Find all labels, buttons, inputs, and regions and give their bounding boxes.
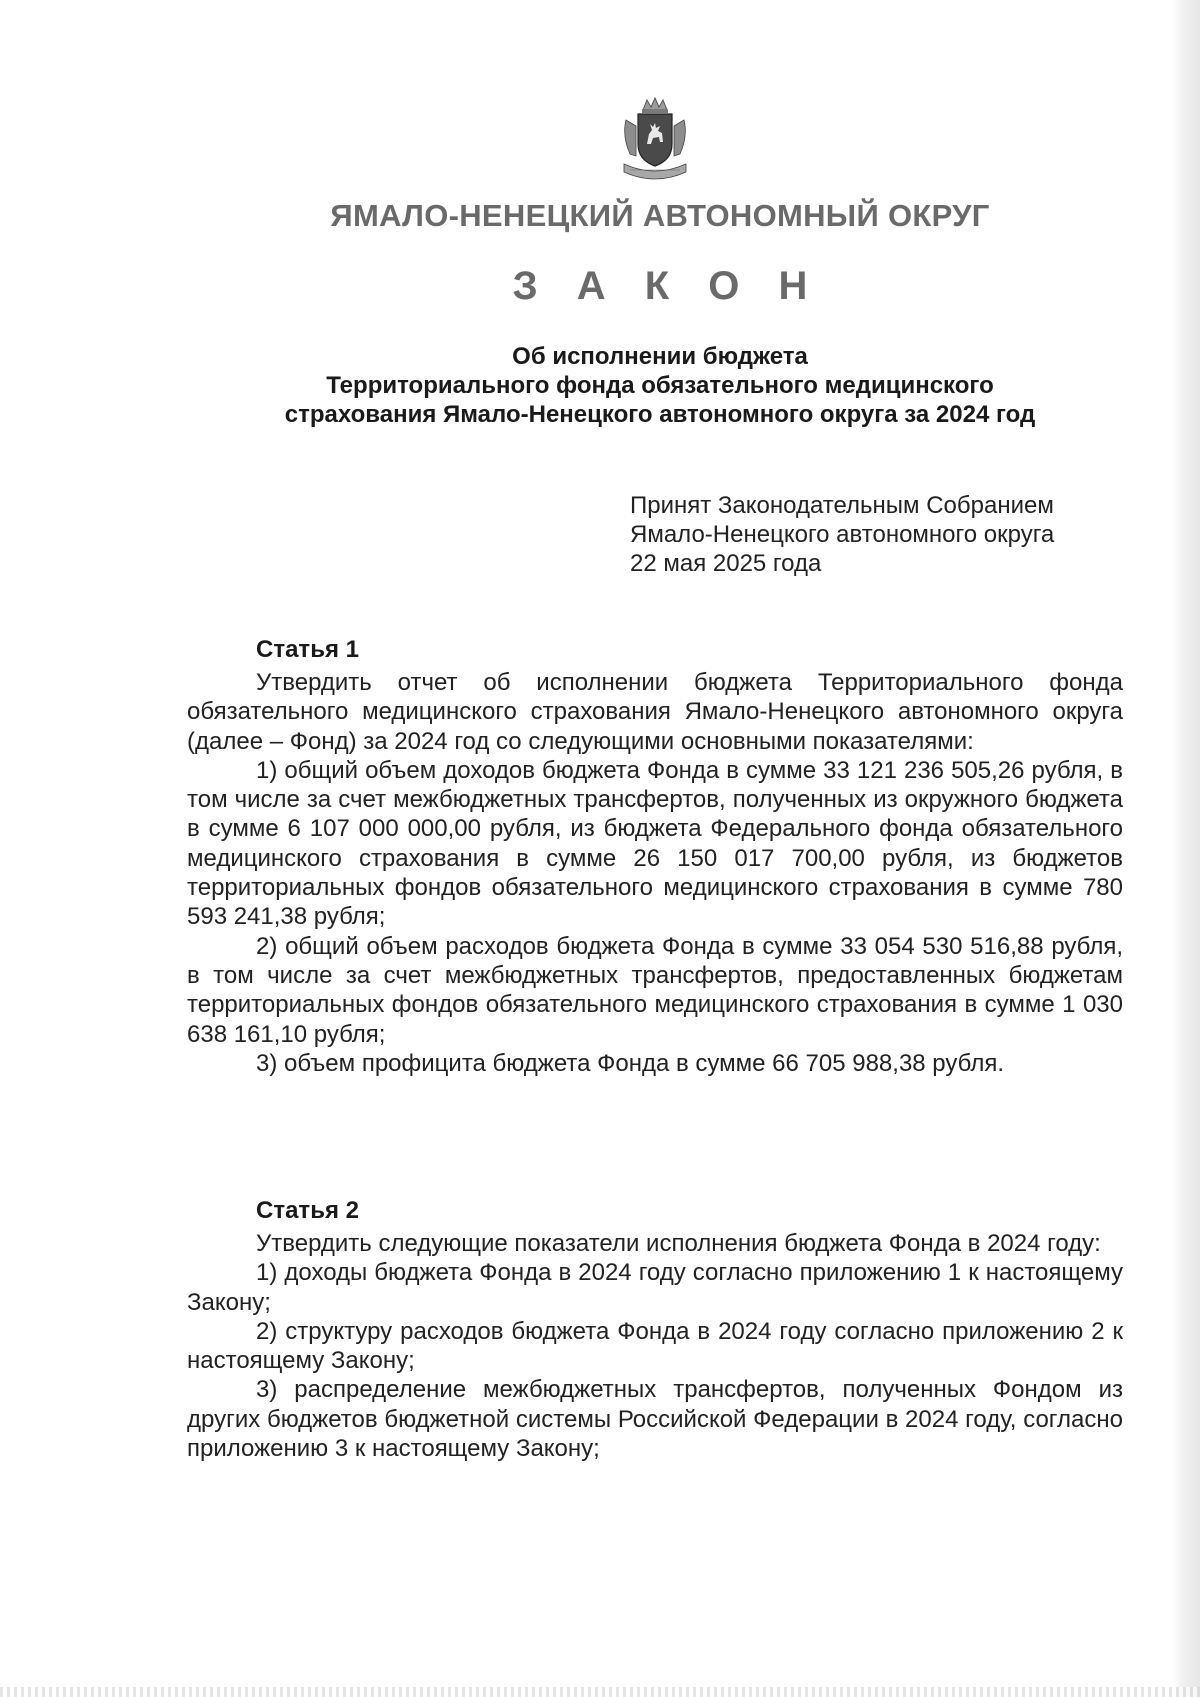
article-1-intro: Утвердить отчет об исполнении бюджета Территориального фонда обязательного медицинского страхования Ямало-Ненецкого автономного округа (далее – Фонд) за 2024 год со следующими основными показателями: [187, 669, 1123, 755]
document-title [160, 342, 1160, 429]
article-1-heading: Статья 1 [256, 636, 359, 663]
article-1-item-1: 1) общий объем доходов бюджета Фонда в сумме 33 121 236 505,26 рубля, в том числе за счет межбюджетных трансфертов, полученных из окружного бюджета в сумме 6 107 000 000,00 рубля, из бюджета Федерального фонда обязательного медицинского страхования в сумме 26 150 017 700,00 рубля, из бюджетов территориальных фондов обязательного медицинского страхования в сумме 780 593 241,38 рубля; [187, 756, 1123, 931]
adoption-line-1: Принят Законодательным Собранием [630, 492, 1054, 519]
adoption-line-2: Ямало-Ненецкого автономного округа [630, 521, 1055, 548]
article-1-item-3: 3) объем профицита бюджета Фонда в сумме 66 705 988,38 рубля. [256, 1049, 1004, 1077]
article-2-body [187, 1229, 1123, 1463]
adoption-line-3: 22 мая 2025 года [630, 550, 822, 577]
document-type: З А К О Н [512, 264, 822, 308]
region-name: ЯМАЛО-НЕНЕЦКИЙ АВТОНОМНЫЙ ОКРУГ [330, 198, 990, 233]
article-1-item-2: 2) общий объем расходов бюджета Фонда в сумме 33 054 530 516,88 рубля, в том числе за счет межбюджетных трансфертов, предоставленных бюджетам территориальных фондов обязательного медицинского страхования в сумме 1 030 638 161,10 рубля; [187, 932, 1123, 1048]
article-1-body [187, 668, 1123, 1078]
article-2-item-3: 3) распределение межбюджетных трансфертов, полученных Фондом из других бюджетов бюджетной системы Российской Федерации в 2024 году, согласно приложению 3 к настоящему Закону; [187, 1376, 1123, 1463]
article-2-item-2: 2) структуру расходов бюджета Фонда в 2024 году согласно приложению 2 к настоящему Закону; [187, 1317, 1123, 1375]
title-line-3: страхования Ямало-Ненецкого автономного округа за 2024 год [284, 401, 1036, 428]
article-2-heading: Статья 2 [256, 1197, 359, 1224]
article-2-item-1: 1) доходы бюджета Фонда в 2024 году согласно приложению 1 к настоящему Закону; [187, 1259, 1123, 1316]
article-2-intro: Утвердить следующие показатели исполнения бюджета Фонда в 2024 году: [256, 1230, 1101, 1257]
adoption-note [630, 491, 1054, 578]
title-line-2: Территориального фонда обязательного медицинского [326, 372, 994, 399]
scan-bottom-noise [0, 1687, 1200, 1697]
scan-edge-shadow [1172, 0, 1200, 1697]
title-line-1: Об исполнении бюджета [512, 343, 808, 370]
coat-of-arms-emblem [616, 96, 694, 186]
